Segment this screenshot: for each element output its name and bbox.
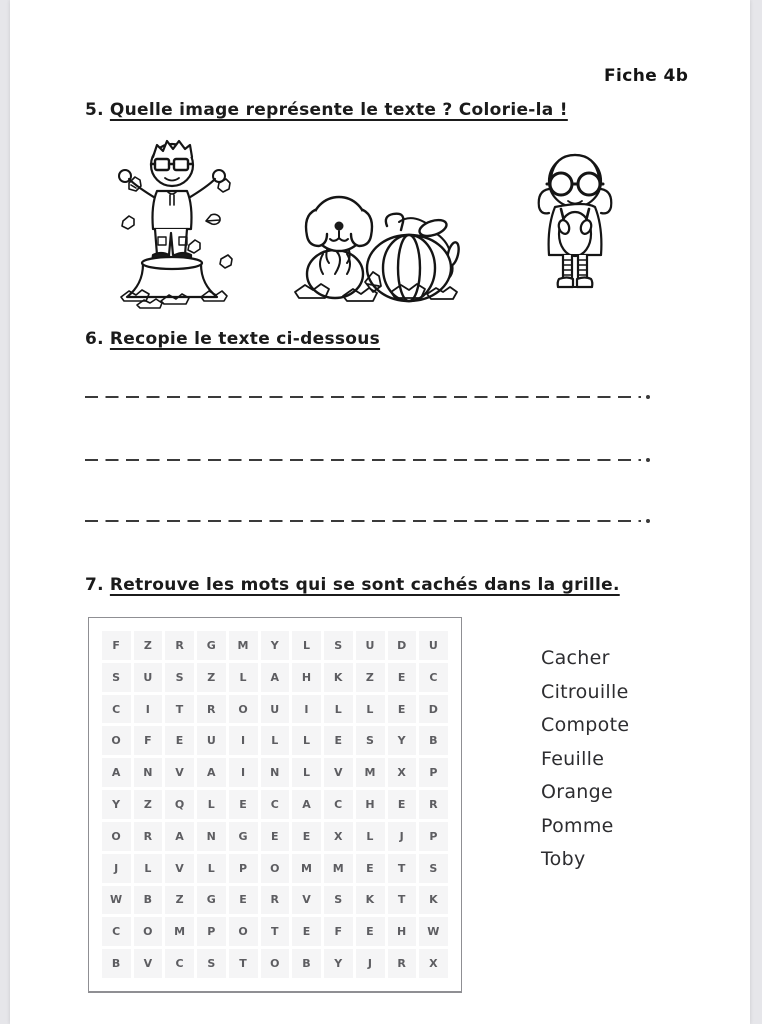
- grid-cell-r4c11[interactable]: B: [419, 726, 448, 755]
- grid-cell-r2c9[interactable]: Z: [356, 663, 385, 692]
- grid-cell-r3c9[interactable]: L: [356, 695, 385, 724]
- grid-cell-r8c7[interactable]: M: [292, 854, 321, 883]
- grid-cell-r8c4[interactable]: L: [197, 854, 226, 883]
- grid-cell-r2c6[interactable]: A: [261, 663, 290, 692]
- grid-cell-r4c4[interactable]: U: [197, 726, 226, 755]
- grid-cell-r9c2[interactable]: B: [134, 886, 163, 915]
- grid-cell-r8c8[interactable]: M: [324, 854, 353, 883]
- grid-cell-r3c5[interactable]: O: [229, 695, 258, 724]
- grid-cell-r6c2[interactable]: Z: [134, 790, 163, 819]
- grid-cell-r5c10[interactable]: X: [388, 758, 417, 787]
- grid-cell-r9c5[interactable]: E: [229, 886, 258, 915]
- grid-cell-r11c7[interactable]: B: [292, 949, 321, 978]
- grid-cell-r2c8[interactable]: K: [324, 663, 353, 692]
- grid-cell-r5c8[interactable]: V: [324, 758, 353, 787]
- question-7-heading: [85, 575, 620, 595]
- grid-cell-r2c11[interactable]: C: [419, 663, 448, 692]
- grid-cell-r1c7[interactable]: L: [292, 631, 321, 660]
- grid-cell-r5c7[interactable]: L: [292, 758, 321, 787]
- grid-cell-r11c5[interactable]: T: [229, 949, 258, 978]
- grid-cell-r11c3[interactable]: C: [165, 949, 194, 978]
- grid-cell-r10c3[interactable]: M: [165, 917, 194, 946]
- wordsearch-grid[interactable]: [102, 631, 448, 978]
- grid-cell-r3c7[interactable]: I: [292, 695, 321, 724]
- grid-cell-r7c6[interactable]: E: [261, 822, 290, 851]
- grid-cell-r8c10[interactable]: T: [388, 854, 417, 883]
- grid-cell-r1c5[interactable]: M: [229, 631, 258, 660]
- grid-cell-r10c9[interactable]: E: [356, 917, 385, 946]
- word-item-orange: Orange: [541, 781, 614, 803]
- grid-cell-r5c2[interactable]: N: [134, 758, 163, 787]
- grid-cell-r9c7[interactable]: V: [292, 886, 321, 915]
- grid-cell-r5c9[interactable]: M: [356, 758, 385, 787]
- grid-cell-r7c9[interactable]: L: [356, 822, 385, 851]
- grid-cell-r4c5[interactable]: I: [229, 726, 258, 755]
- grid-cell-r8c6[interactable]: O: [261, 854, 290, 883]
- grid-cell-r5c3[interactable]: V: [165, 758, 194, 787]
- copy-line-2[interactable]: [85, 459, 641, 461]
- grid-cell-r5c11[interactable]: P: [419, 758, 448, 787]
- grid-cell-r10c6[interactable]: T: [261, 917, 290, 946]
- grid-cell-r7c10[interactable]: J: [388, 822, 417, 851]
- grid-cell-r4c7[interactable]: L: [292, 726, 321, 755]
- grid-cell-r7c11[interactable]: P: [419, 822, 448, 851]
- grid-cell-r11c9[interactable]: J: [356, 949, 385, 978]
- grid-cell-r7c8[interactable]: X: [324, 822, 353, 851]
- word-item-compote: Compote: [541, 714, 630, 736]
- question-5-heading: [85, 100, 568, 120]
- grid-cell-r11c4[interactable]: S: [197, 949, 226, 978]
- dog-with-pumpkin-illustration: [287, 188, 465, 310]
- grid-cell-r2c4[interactable]: Z: [197, 663, 226, 692]
- grid-cell-r8c1[interactable]: J: [102, 854, 131, 883]
- grid-cell-r9c10[interactable]: T: [388, 886, 417, 915]
- question-7-title: Retrouve les mots qui se sont cachés dans la grille.: [109, 575, 620, 595]
- copy-line-3[interactable]: [85, 520, 641, 522]
- grid-cell-r5c1[interactable]: A: [102, 758, 131, 787]
- grid-cell-r3c8[interactable]: L: [324, 695, 353, 724]
- grid-cell-r4c8[interactable]: E: [324, 726, 353, 755]
- grid-cell-r9c4[interactable]: G: [197, 886, 226, 915]
- grid-cell-r2c3[interactable]: S: [165, 663, 194, 692]
- grid-cell-r2c5[interactable]: L: [229, 663, 258, 692]
- copy-text-lines: [85, 396, 651, 583]
- question-7-number: 7.: [85, 575, 104, 595]
- grid-cell-r9c6[interactable]: R: [261, 886, 290, 915]
- grid-cell-r3c1[interactable]: C: [102, 695, 131, 724]
- grid-cell-r1c8[interactable]: S: [324, 631, 353, 660]
- grid-cell-r8c11[interactable]: S: [419, 854, 448, 883]
- grid-cell-r9c9[interactable]: K: [356, 886, 385, 915]
- grid-cell-r5c4[interactable]: A: [197, 758, 226, 787]
- word-item-toby: Toby: [541, 848, 586, 870]
- wordsearch-word-list: [541, 646, 629, 881]
- grid-cell-r11c1[interactable]: B: [102, 949, 131, 978]
- grid-cell-r6c1[interactable]: Y: [102, 790, 131, 819]
- grid-cell-r6c5[interactable]: E: [229, 790, 258, 819]
- grid-cell-r10c7[interactable]: E: [292, 917, 321, 946]
- grid-cell-r1c4[interactable]: G: [197, 631, 226, 660]
- girl-with-backpack-illustration: [523, 147, 627, 295]
- word-item-feuille: Feuille: [541, 747, 605, 770]
- grid-cell-r7c1[interactable]: O: [102, 822, 131, 851]
- word-item-cacher: Cacher: [541, 647, 610, 669]
- grid-cell-r7c2[interactable]: R: [134, 822, 163, 851]
- grid-cell-r10c10[interactable]: H: [388, 917, 417, 946]
- grid-cell-r11c11[interactable]: X: [419, 949, 448, 978]
- grid-cell-r3c2[interactable]: I: [134, 695, 163, 724]
- grid-cell-r7c5[interactable]: G: [229, 822, 258, 851]
- grid-cell-r6c10[interactable]: E: [388, 790, 417, 819]
- grid-cell-r6c8[interactable]: C: [324, 790, 353, 819]
- grid-cell-r3c4[interactable]: R: [197, 695, 226, 724]
- grid-cell-r5c5[interactable]: I: [229, 758, 258, 787]
- grid-cell-r1c11[interactable]: U: [419, 631, 448, 660]
- sheet-number-label: Fiche 4b: [604, 66, 689, 86]
- grid-cell-r7c7[interactable]: E: [292, 822, 321, 851]
- grid-cell-r3c3[interactable]: T: [165, 695, 194, 724]
- grid-cell-r1c3[interactable]: R: [165, 631, 194, 660]
- grid-cell-r1c9[interactable]: U: [356, 631, 385, 660]
- copy-line-1[interactable]: [85, 396, 641, 398]
- grid-cell-r8c9[interactable]: E: [356, 854, 385, 883]
- grid-cell-r3c11[interactable]: D: [419, 695, 448, 724]
- grid-cell-r10c1[interactable]: C: [102, 917, 131, 946]
- wordsearch-frame: [88, 617, 462, 993]
- grid-cell-r2c1[interactable]: S: [102, 663, 131, 692]
- grid-cell-r7c3[interactable]: A: [165, 822, 194, 851]
- grid-cell-r11c10[interactable]: R: [388, 949, 417, 978]
- grid-cell-r11c6[interactable]: O: [261, 949, 290, 978]
- grid-cell-r10c5[interactable]: O: [229, 917, 258, 946]
- word-item-pomme: Pomme: [541, 814, 614, 837]
- grid-cell-r3c10[interactable]: E: [388, 695, 417, 724]
- grid-cell-r6c6[interactable]: C: [261, 790, 290, 819]
- question-5-number: 5.: [85, 100, 104, 120]
- word-item-citrouille: Citrouille: [541, 680, 629, 703]
- grid-cell-r10c8[interactable]: F: [324, 917, 353, 946]
- grid-cell-r2c10[interactable]: E: [388, 663, 417, 692]
- question-6-heading: [85, 329, 380, 349]
- question-5-title: Quelle image représente le texte ? Colorie-la !: [109, 100, 568, 120]
- grid-cell-r4c3[interactable]: E: [165, 726, 194, 755]
- grid-cell-r11c8[interactable]: Y: [324, 949, 353, 978]
- question-6-title: Recopie le texte ci-dessous: [109, 329, 381, 349]
- grid-cell-r9c11[interactable]: K: [419, 886, 448, 915]
- grid-cell-r9c8[interactable]: S: [324, 886, 353, 915]
- grid-cell-r10c2[interactable]: O: [134, 917, 163, 946]
- colorable-image-dog-with-pumpkin[interactable]: [287, 188, 465, 314]
- grid-cell-r6c3[interactable]: Q: [165, 790, 194, 819]
- grid-cell-r6c7[interactable]: A: [292, 790, 321, 819]
- grid-cell-r9c3[interactable]: Z: [165, 886, 194, 915]
- grid-cell-r4c2[interactable]: F: [134, 726, 163, 755]
- grid-cell-r8c5[interactable]: P: [229, 854, 258, 883]
- grid-cell-r2c2[interactable]: U: [134, 663, 163, 692]
- question-6-number: 6.: [85, 329, 104, 349]
- grid-cell-r6c11[interactable]: R: [419, 790, 448, 819]
- grid-cell-r9c1[interactable]: W: [102, 886, 131, 915]
- grid-cell-r1c1[interactable]: F: [102, 631, 131, 660]
- grid-cell-r5c6[interactable]: N: [261, 758, 290, 787]
- grid-cell-r1c2[interactable]: Z: [134, 631, 163, 660]
- grid-cell-r4c1[interactable]: O: [102, 726, 131, 755]
- grid-cell-r1c10[interactable]: D: [388, 631, 417, 660]
- grid-cell-r4c6[interactable]: L: [261, 726, 290, 755]
- grid-cell-r6c9[interactable]: H: [356, 790, 385, 819]
- grid-cell-r11c2[interactable]: V: [134, 949, 163, 978]
- grid-cell-r8c3[interactable]: V: [165, 854, 194, 883]
- grid-cell-r7c4[interactable]: N: [197, 822, 226, 851]
- boy-on-stump-illustration: [103, 133, 241, 313]
- colorable-image-boy-on-stump[interactable]: [103, 133, 241, 317]
- grid-cell-r10c11[interactable]: W: [419, 917, 448, 946]
- grid-cell-r10c4[interactable]: P: [197, 917, 226, 946]
- grid-cell-r8c2[interactable]: L: [134, 854, 163, 883]
- grid-cell-r4c10[interactable]: Y: [388, 726, 417, 755]
- grid-cell-r3c6[interactable]: U: [261, 695, 290, 724]
- colorable-image-girl-with-backpack[interactable]: [523, 147, 627, 299]
- grid-cell-r1c6[interactable]: Y: [261, 631, 290, 660]
- grid-cell-r2c7[interactable]: H: [292, 663, 321, 692]
- grid-cell-r6c4[interactable]: L: [197, 790, 226, 819]
- grid-cell-r4c9[interactable]: S: [356, 726, 385, 755]
